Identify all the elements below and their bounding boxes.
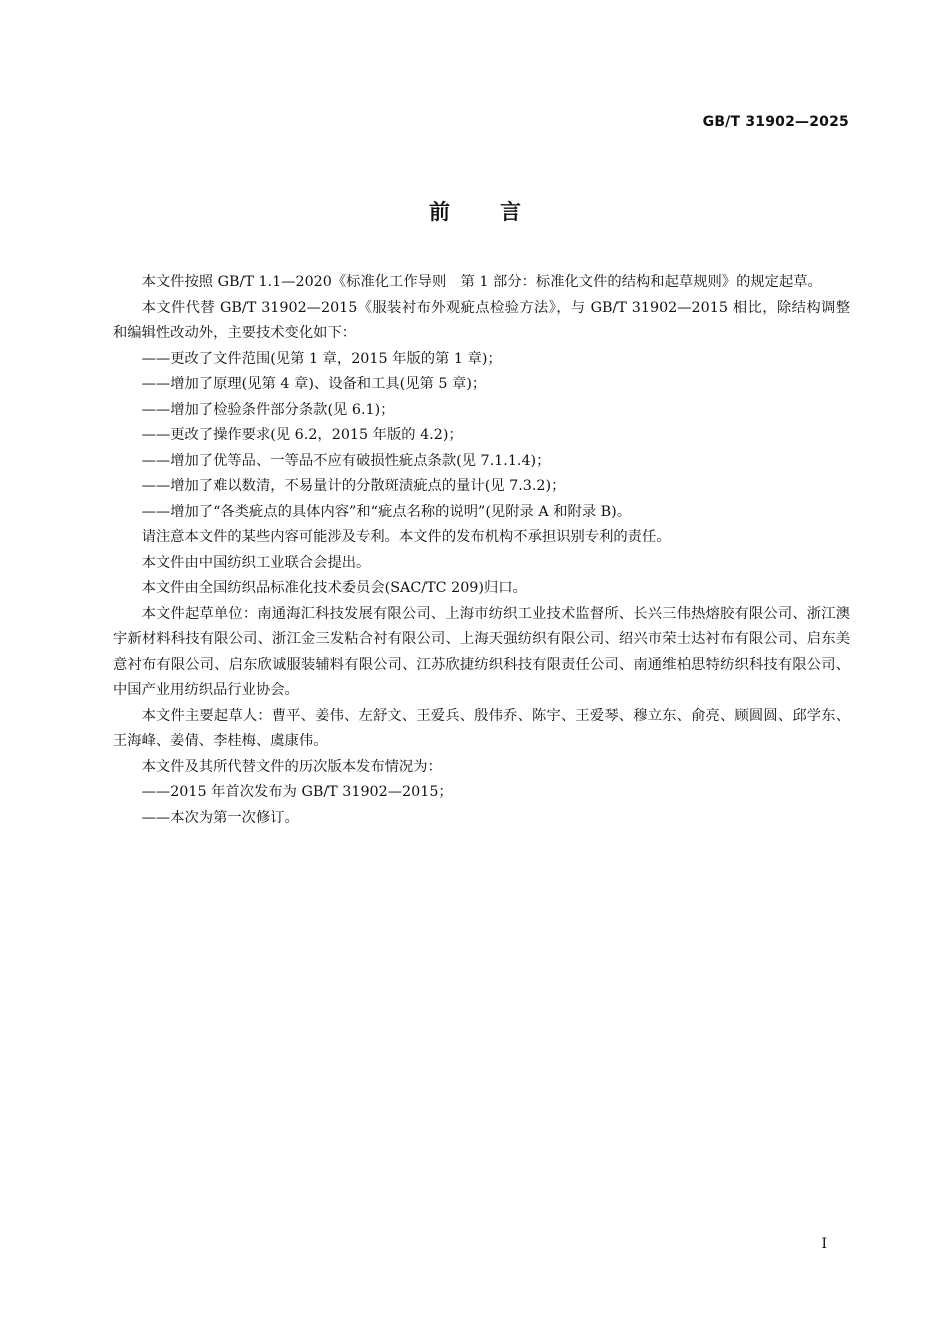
paragraph-proposer: 本文件由中国纺织工业联合会提出。 <box>141 554 371 571</box>
history-item: ——本次为第一次修订。 <box>141 809 299 826</box>
history-item: ——2015 年首次发布为 GB/T 31902—2015； <box>141 784 453 800</box>
foreword-body <box>113 270 850 831</box>
change-item: ——增加了难以数清，不易量计的分散斑渍疵点的量计(见 7.3.2)； <box>141 478 566 494</box>
change-item: ——增加了原理(见第 4 章)、设备和工具(见第 5 章)； <box>141 376 487 392</box>
paragraph-committee: 本文件由全国纺织品标准化技术委员会(SAC/TC 209)归口。 <box>141 580 527 596</box>
section-title: 前言 <box>429 200 571 224</box>
paragraph-history: 本文件及其所代替文件的历次版本发布情况为： <box>141 758 442 775</box>
paragraph-patent-notice: 请注意本文件的某些内容可能涉及专利。本文件的发布机构不承担识别专利的责任。 <box>141 529 671 545</box>
paragraph-replacement: 本文件代替 GB/T 31902—2015《服装衬布外观疵点检验方法》，与 GB/T 31902—2015 相比，除结构调整和编辑性改动外，主要技术变化如下： <box>113 299 850 341</box>
document-number: GB/T 31902—2025 <box>702 114 849 130</box>
change-item: ——增加了检验条件部分条款(见 6.1)； <box>141 401 395 418</box>
change-item: ——更改了操作要求(见 6.2，2015 年版的 4.2)； <box>141 427 463 443</box>
paragraph-drafting-rules: 本文件按照 GB/T 1.1—2020《标准化工作导则 第 1 部分：标准化文件的结构和起草规则》的规定起草。 <box>141 274 822 290</box>
change-item: ——更改了文件范围(见第 1 章，2015 年版的第 1 章)； <box>141 350 502 367</box>
change-item: ——增加了“各类疵点的具体内容”和“疵点名称的说明”(见附录 A 和附录 B)。 <box>141 503 632 520</box>
change-item: ——增加了优等品、一等品不应有破损性疵点条款(见 7.1.1.4)； <box>141 452 551 469</box>
paragraph-drafting-units: 本文件起草单位：南通海汇科技发展有限公司、上海市纺织工业技术监督所、长兴三伟热熔胶有限公司、浙江澳宇新材料科技有限公司、浙江金三发粘合衬有限公司、上海天强纺织有限公司、绍兴市荣士达衬布有限公司、启东美意衬布有限公司、启东欣诚服装辅料有限公司、江苏欣捷纺织科技有限责任公司、南通维柏思特纺织科技有限公司、中国产业用纺织品行业协会。 <box>113 605 850 698</box>
paragraph-drafters: 本文件主要起草人：曹平、姜伟、左舒文、王爱兵、殷伟乔、陈宇、王爱琴、穆立东、俞亮、顾圆圆、邱学东、王海峰、姜倩、李桂梅、虞康伟。 <box>113 707 850 749</box>
page-number: I <box>821 1236 827 1252</box>
